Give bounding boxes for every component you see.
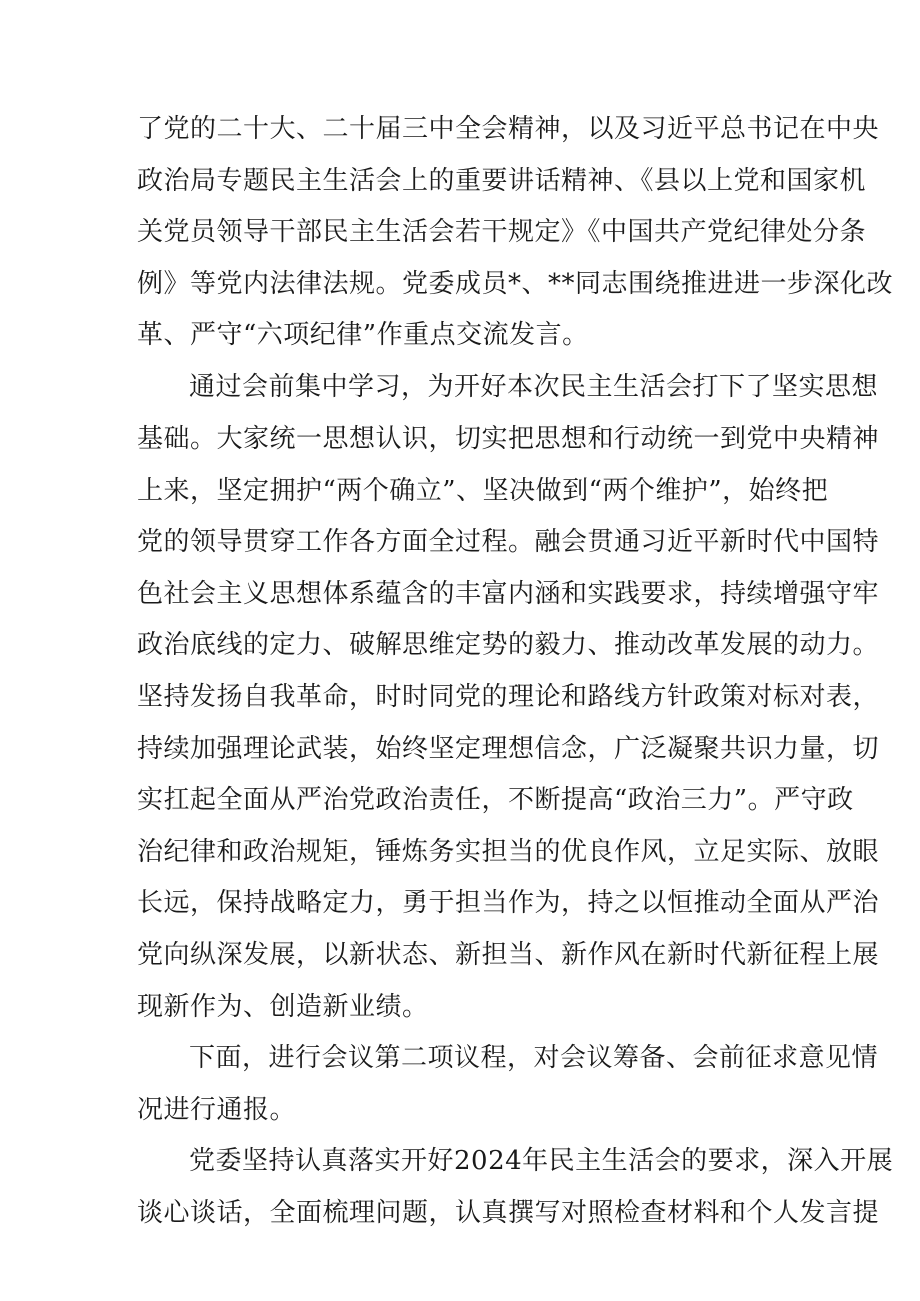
text-line: 党向纵深发展，以新状态、新担当、新作风在新时代新征程上展 xyxy=(137,940,880,970)
text-line: 治纪律和政治规矩，锤炼务实担当的优良作风，立足实际、放眼 xyxy=(137,837,880,867)
text-line: 政治局专题民主生活会上的重要讲话精神、《县以上党和国家机 xyxy=(137,166,867,196)
text-line: 革、严守“六项纪律”作重点交流发言。 xyxy=(137,320,589,350)
text-line: 通过会前集中学习，为开好本次民主生活会打下了坚实思想 xyxy=(189,372,879,402)
text-line: 党的领导贯穿工作各方面全过程。融会贯通习近平新时代中国特 xyxy=(137,527,880,557)
text-line: 坚持发扬自我革命，时时同党的理论和路线方针政策对标对表， xyxy=(137,682,880,712)
text-line: 实扛起全面从严治党政治责任，不断提高“政治三力”。严守政 xyxy=(137,785,854,815)
text-line: 例》等党内法律法规。党委成员*、**同志围绕推进进一步深化改 xyxy=(137,269,894,299)
text-line: 谈心谈话，全面梳理问题，认真撰写对照检查材料和个人发言提 xyxy=(137,1198,880,1228)
text-line: 上来，坚定拥护“两个确立”、坚决做到“两个维护”，始终把 xyxy=(137,476,829,506)
text-line: 下面，进行会议第二项议程，对会议筹备、会前征求意见情 xyxy=(189,1043,879,1073)
text-line: 持续加强理论武装，始终坚定理想信念，广泛凝聚共识力量，切 xyxy=(137,734,880,764)
text-line: 况进行通报。 xyxy=(137,1095,297,1125)
text-line: 现新作为、创造新业绩。 xyxy=(137,992,429,1022)
text-line: 政治底线的定力、破解思维定势的毅力、推动改革发展的动力。 xyxy=(137,630,880,660)
text-line: 基础。大家统一思想认识，切实把思想和行动统一到党中央精神 xyxy=(137,424,880,454)
text-line: 关党员领导干部民主生活会若干规定》《中国共产党纪律处分条 xyxy=(137,217,867,247)
text-line: 长远，保持战略定力，勇于担当作为，持之以恒推动全面从严治 xyxy=(137,888,880,918)
text-line: 了党的二十大、二十届三中全会精神，以及习近平总书记在中央 xyxy=(137,114,880,144)
text-line: 色社会主义思想体系蕴含的丰富内涵和实践要求，持续增强守牢 xyxy=(137,579,880,609)
text-line: 党委坚持认真落实开好2024年民主生活会的要求，深入开展 xyxy=(189,1146,894,1176)
